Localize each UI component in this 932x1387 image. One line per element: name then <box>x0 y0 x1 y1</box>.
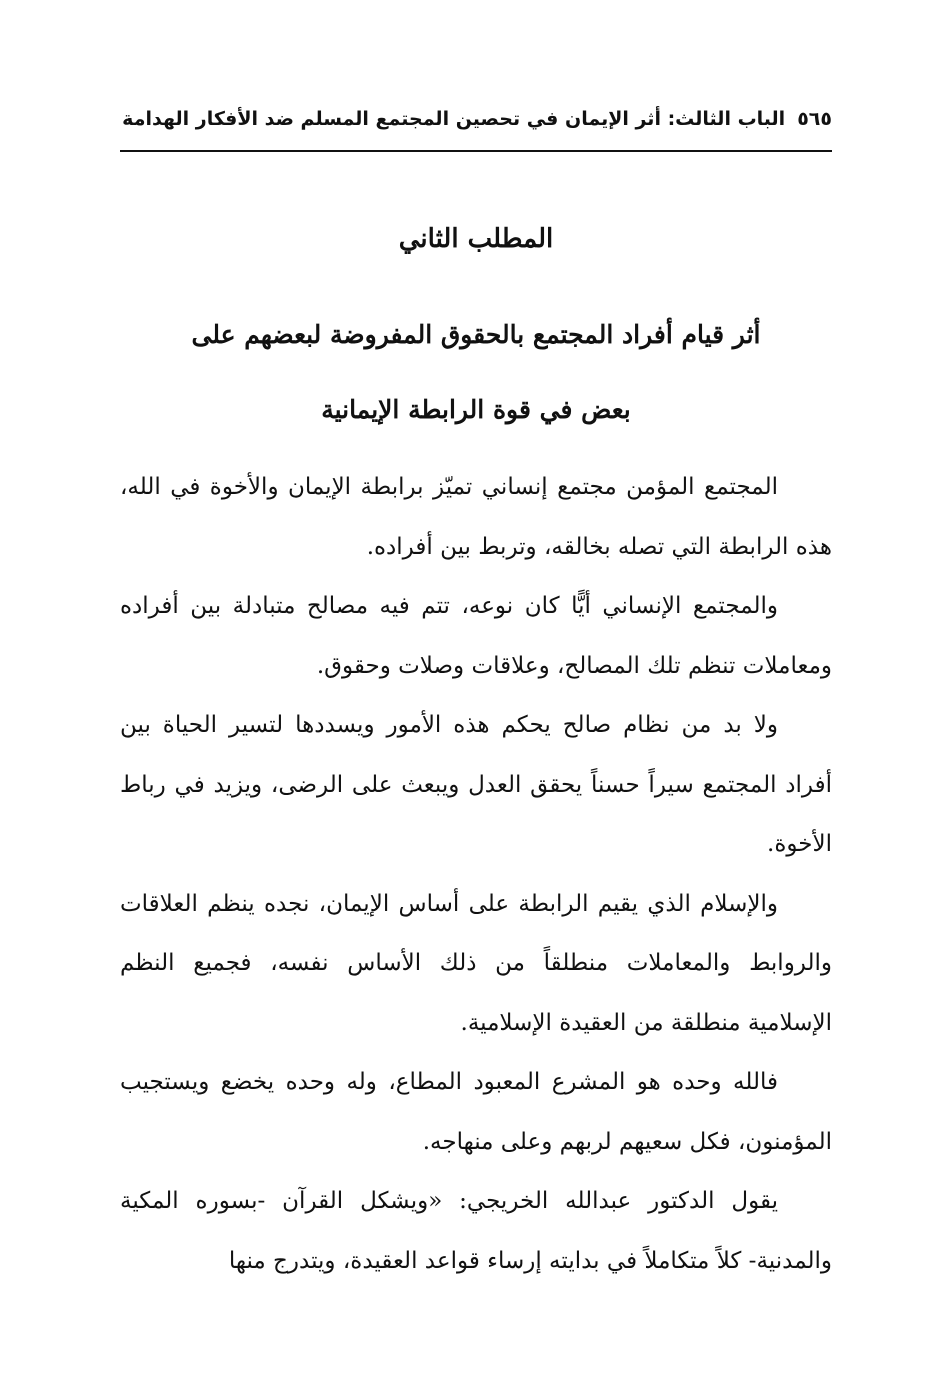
paragraph: فالله وحده هو المشرع المعبود المطاع، وله وحده يخضع ويستجيب المؤمنون، فكل سعيهم لربهم وعلى منهاجه. <box>120 1069 832 1155</box>
running-title: الباب الثالث: أثر الإيمان في تحصين المجتمع المسلم ضد الأفكار الهدامة <box>122 108 786 130</box>
subtitle-line-2: بعض في قوة الرابطة الإيمانية <box>321 395 631 424</box>
body-text <box>120 458 832 1291</box>
paragraph: المجتمع المؤمن مجتمع إنساني تميّز برابطة الإيمان والأخوة في الله، هذه الرابطة التي تصله بخالقه، وتربط بين أفراده. <box>120 474 832 560</box>
page-number: ٥٦٥ <box>797 108 832 130</box>
paragraph: والمجتمع الإنساني أيًّا كان نوعه، تتم فيه مصالح متبادلة بين أفراده ومعاملات تنظم تلك المصالح، وعلاقات وصلات وحقوق. <box>120 593 832 679</box>
paragraph: ولا بد من نظام صالح يحكم هذه الأمور ويسددها لتسير الحياة بين أفراد المجتمع سيراً حسناً يحقق العدل ويبعث على الرضى، ويزيد في رباط الأخوة. <box>120 712 832 857</box>
subtitle-line-1: أثر قيام أفراد المجتمع بالحقوق المفروضة لبعضهم على <box>191 320 761 349</box>
paragraph: والإسلام الذي يقيم الرابطة على أساس الإيمان، نجده ينظم العلاقات والروابط والمعاملات منطلقاً من ذلك الأساس نفسه، فجميع النظم الإسلامية منطلقة من العقيدة الإسلامية. <box>120 890 832 1036</box>
running-header <box>120 108 832 130</box>
paragraph: يقول الدكتور عبدالله الخريجي: «ويشكل القرآن -بسوره المكية والمدنية- كلاً متكاملاً في بدايته إرساء قواعد العقيدة، ويتدرج منها <box>120 1188 832 1274</box>
section-title: المطلب الثاني <box>398 224 554 254</box>
header-divider <box>120 150 832 152</box>
